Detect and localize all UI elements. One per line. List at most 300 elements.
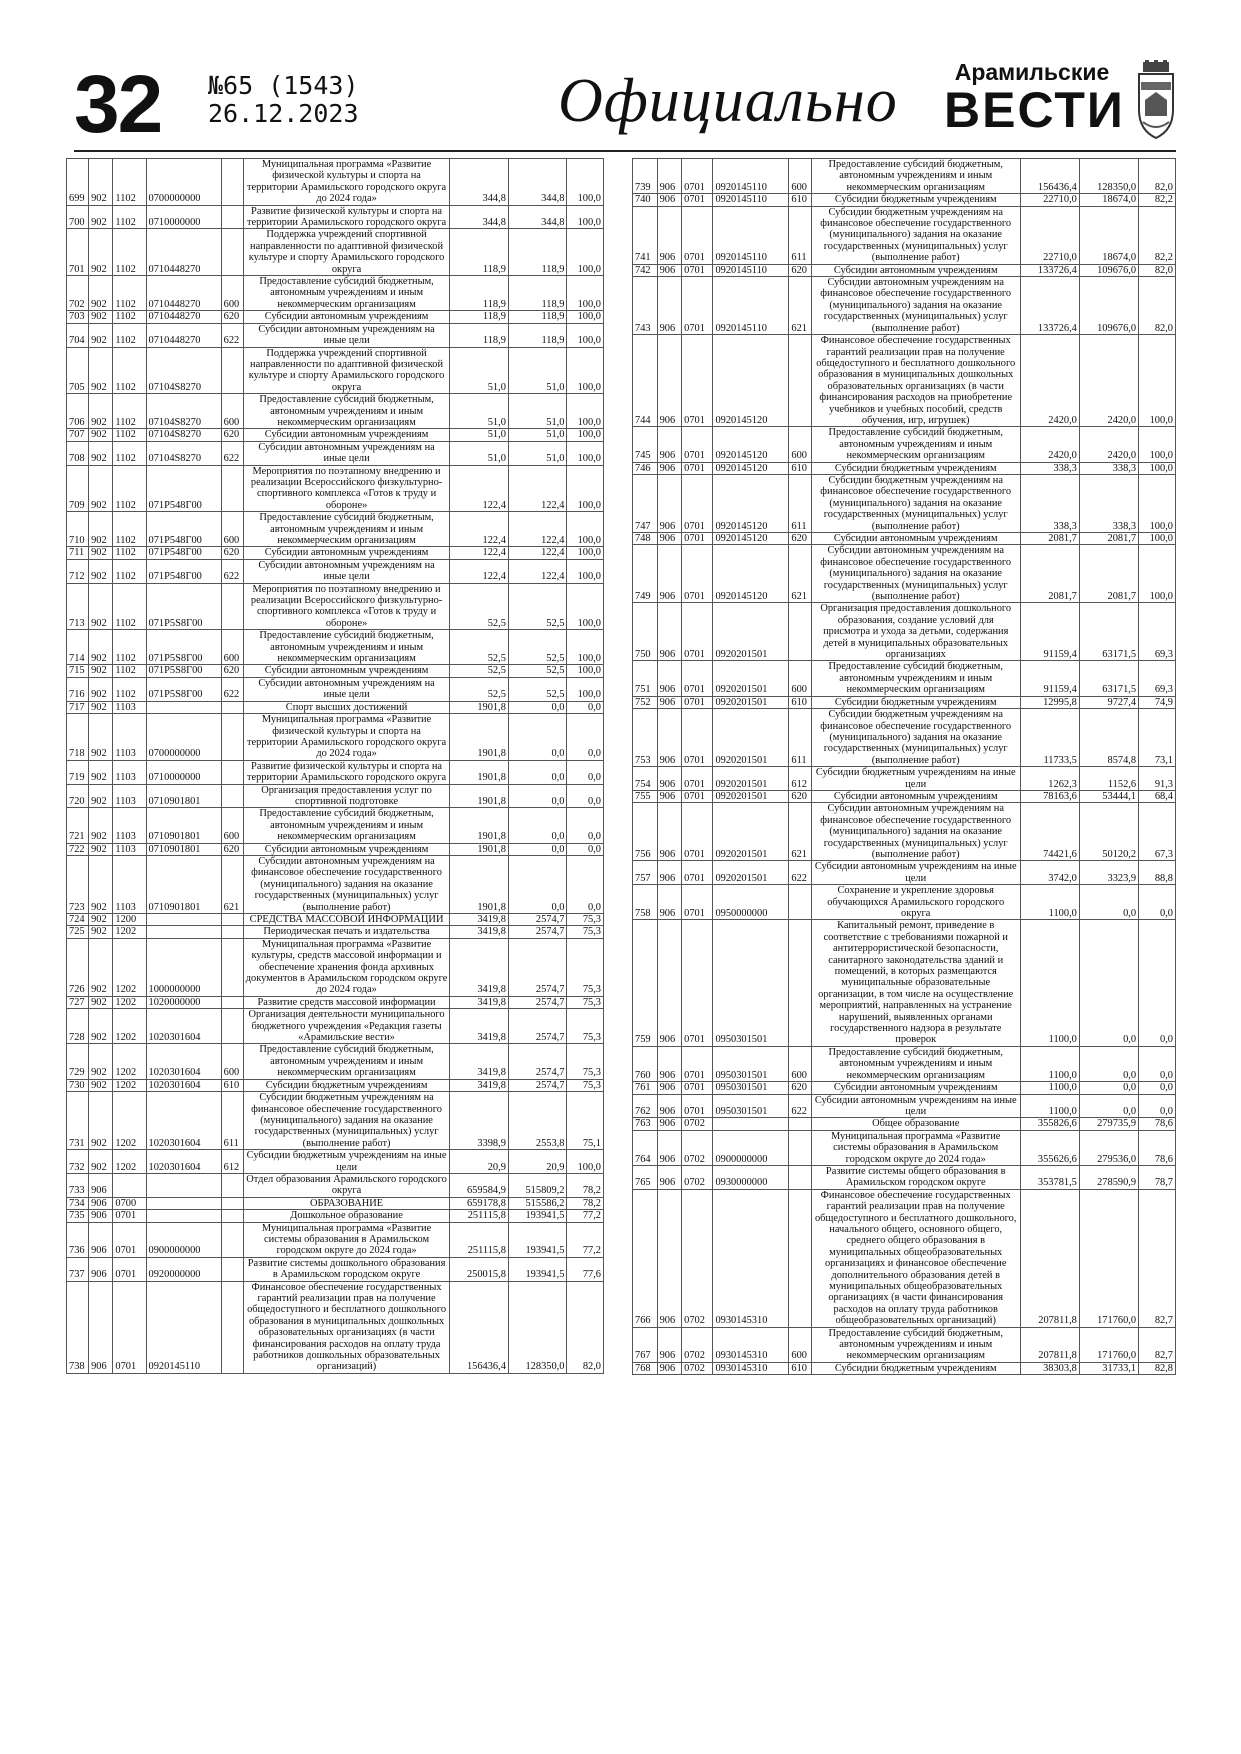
- executed-amount: 51,0: [508, 441, 567, 465]
- row-number: 759: [633, 920, 658, 1046]
- planned-amount: 122,4: [450, 547, 509, 559]
- executed-amount: 118,9: [508, 323, 567, 347]
- executed-amount: 51,0: [508, 429, 567, 441]
- expense-type: [221, 701, 243, 713]
- item-name: Предоставление субсидий бюджетным, автономным учреждениям и иным некоммерческим организациям: [811, 1327, 1020, 1362]
- target-article: 0920201501: [713, 803, 789, 861]
- section-code: 1202: [113, 1044, 146, 1079]
- row-number: 709: [67, 465, 89, 512]
- executed-amount: 0,0: [508, 855, 567, 913]
- row-number: 744: [633, 335, 658, 427]
- table-row: [633, 1165, 1176, 1189]
- planned-amount: 344,8: [450, 159, 509, 206]
- table-row: [67, 311, 604, 323]
- executed-amount: 279735,9: [1079, 1118, 1138, 1130]
- row-number: 747: [633, 474, 658, 532]
- budget-table-left: [66, 158, 604, 1374]
- execution-percent: 100,0: [567, 559, 604, 583]
- expense-type: [221, 205, 243, 229]
- execution-percent: 82,0: [1139, 277, 1176, 335]
- expense-type: [221, 229, 243, 276]
- target-article: 1020301604: [146, 1044, 221, 1079]
- department-code: 906: [657, 696, 682, 708]
- section-code: 1102: [113, 441, 146, 465]
- target-article: 0920201501: [713, 709, 789, 767]
- executed-amount: 52,5: [508, 630, 567, 665]
- section-code: 0701: [113, 1281, 146, 1373]
- expense-type: 600: [789, 1046, 811, 1081]
- section-code: 1102: [113, 559, 146, 583]
- department-code: 902: [89, 323, 113, 347]
- target-article: 0710448270: [146, 229, 221, 276]
- item-name: Предоставление субсидий бюджетным, автономным учреждениям и иным некоммерческим организациям: [243, 394, 450, 429]
- item-name: Субсидии автономным учреждениям: [243, 665, 450, 677]
- execution-percent: 100,0: [1139, 545, 1176, 603]
- target-article: 0710448270: [146, 276, 221, 311]
- executed-amount: 51,0: [508, 394, 567, 429]
- executed-amount: 2553,8: [508, 1092, 567, 1150]
- planned-amount: 3419,8: [450, 914, 509, 926]
- section-code: 0701: [682, 545, 713, 603]
- logo-top-text: Арамильские: [954, 59, 1110, 85]
- table-row: [67, 808, 604, 843]
- table-row: [633, 194, 1176, 206]
- item-name: Сохранение и укрепление здоровья обучающихся Арамильского городского округа: [811, 885, 1020, 920]
- row-number: 760: [633, 1046, 658, 1081]
- planned-amount: 3419,8: [450, 938, 509, 996]
- item-name: Предоставление субсидий бюджетным, автономным учреждениям и иным некоммерческим организациям: [811, 427, 1020, 462]
- planned-amount: 353781,5: [1020, 1165, 1079, 1189]
- table-row: [67, 323, 604, 347]
- section-code: 0702: [682, 1130, 713, 1165]
- section-code: 1102: [113, 205, 146, 229]
- section-code: 1103: [113, 855, 146, 913]
- executed-amount: 0,0: [1079, 885, 1138, 920]
- item-name: Субсидии автономным учреждениям: [811, 790, 1020, 802]
- department-code: 906: [657, 1118, 682, 1130]
- executed-amount: 0,0: [1079, 1046, 1138, 1081]
- item-name: Организация предоставления дошкольного образования, создание условий для присмотра и ухода за детьми, содержания детей в муниципальных образовательных организациях: [811, 603, 1020, 661]
- execution-percent: 100,0: [567, 229, 604, 276]
- section-code: 1102: [113, 229, 146, 276]
- planned-amount: 122,4: [450, 465, 509, 512]
- planned-amount: 22710,0: [1020, 206, 1079, 264]
- section-code: 0701: [682, 861, 713, 885]
- expense-type: [221, 1197, 243, 1209]
- execution-percent: 75,3: [567, 1044, 604, 1079]
- planned-amount: 1262,3: [1020, 767, 1079, 791]
- expense-type: 600: [221, 808, 243, 843]
- department-code: 906: [657, 920, 682, 1046]
- row-number: 763: [633, 1118, 658, 1130]
- department-code: 906: [89, 1173, 113, 1197]
- execution-percent: 100,0: [1139, 533, 1176, 545]
- department-code: 902: [89, 465, 113, 512]
- table-row: [67, 1079, 604, 1091]
- section-code: 1202: [113, 938, 146, 996]
- section-code: 1103: [113, 808, 146, 843]
- row-number: 751: [633, 661, 658, 696]
- table-row: [67, 394, 604, 429]
- department-code: 906: [657, 206, 682, 264]
- target-article: 0920145120: [713, 462, 789, 474]
- item-name: Муниципальная программа «Развитие системы образования в Арамильском городском округе до 2024 года»: [243, 1222, 450, 1257]
- section-code: 1102: [113, 323, 146, 347]
- section-code: 1103: [113, 784, 146, 808]
- department-code: 906: [657, 1362, 682, 1374]
- execution-percent: 75,3: [567, 914, 604, 926]
- department-code: 906: [657, 1165, 682, 1189]
- execution-percent: 100,0: [1139, 335, 1176, 427]
- row-number: 708: [67, 441, 89, 465]
- planned-amount: 3419,8: [450, 1044, 509, 1079]
- item-name: Предоставление субсидий бюджетным, автономным учреждениям и иным некоммерческим организациям: [811, 1046, 1020, 1081]
- execution-percent: 75,3: [567, 926, 604, 938]
- executed-amount: 122,4: [508, 465, 567, 512]
- planned-amount: 3398,9: [450, 1092, 509, 1150]
- department-code: 906: [657, 861, 682, 885]
- item-name: Субсидии автономным учреждениям на финансовое обеспечение государственного (муниципального) задания на оказание государственных (муниципальных) услуг (выполнение работ): [811, 545, 1020, 603]
- item-name: Субсидии бюджетным учреждениям на финансовое обеспечение государственного (муниципального) задания на оказание государственных (муниципальных) услуг (выполнение работ): [811, 206, 1020, 264]
- execution-percent: 100,0: [1139, 427, 1176, 462]
- table-row: [67, 547, 604, 559]
- expense-type: 620: [789, 1082, 811, 1094]
- executed-amount: 50120,2: [1079, 803, 1138, 861]
- expense-type: 600: [789, 661, 811, 696]
- department-code: 902: [89, 512, 113, 547]
- planned-amount: 20,9: [450, 1150, 509, 1174]
- row-number: 740: [633, 194, 658, 206]
- section-code: 0701: [682, 709, 713, 767]
- expense-type: 622: [789, 1094, 811, 1118]
- item-name: Отдел образования Арамильского городского округа: [243, 1173, 450, 1197]
- planned-amount: 338,3: [1020, 474, 1079, 532]
- department-code: 906: [657, 462, 682, 474]
- item-name: Субсидии автономным учреждениям на финансовое обеспечение государственного (муниципального) задания на оказание государственных (муниципальных) услуг (выполнение работ): [811, 277, 1020, 335]
- item-name: Субсидии автономным учреждениям на иные цели: [243, 559, 450, 583]
- item-name: Общее образование: [811, 1118, 1020, 1130]
- expense-type: 600: [789, 427, 811, 462]
- department-code: 902: [89, 996, 113, 1008]
- target-article: 0920145110: [713, 159, 789, 194]
- expense-type: [221, 1222, 243, 1257]
- row-number: 713: [67, 583, 89, 630]
- table-row: [633, 474, 1176, 532]
- row-number: 719: [67, 760, 89, 784]
- item-name: Субсидии автономным учреждениям на финансовое обеспечение государственного (муниципального) задания на оказание государственных (муниципальных) услуг (выполнение работ): [243, 855, 450, 913]
- item-name: Субсидии бюджетным учреждениям на финансовое обеспечение государственного (муниципального) задания на оказание государственных (муниципальных) услуг (выполнение работ): [243, 1092, 450, 1150]
- execution-percent: 0,0: [1139, 920, 1176, 1046]
- header-rule: [74, 150, 1176, 152]
- row-number: 711: [67, 547, 89, 559]
- section-code: 0702: [682, 1362, 713, 1374]
- section-code: 0701: [682, 194, 713, 206]
- expense-type: 600: [789, 1327, 811, 1362]
- table-row: [67, 347, 604, 394]
- department-code: 902: [89, 843, 113, 855]
- row-number: 766: [633, 1189, 658, 1327]
- section-code: 1202: [113, 1009, 146, 1044]
- executed-amount: 344,8: [508, 159, 567, 206]
- execution-percent: 0,0: [567, 855, 604, 913]
- section-code: 1102: [113, 311, 146, 323]
- expense-type: [221, 347, 243, 394]
- section-code: 0701: [682, 661, 713, 696]
- department-code: 902: [89, 1009, 113, 1044]
- execution-percent: 100,0: [567, 205, 604, 229]
- execution-percent: 100,0: [567, 465, 604, 512]
- execution-percent: 100,0: [567, 547, 604, 559]
- table-row: [67, 1173, 604, 1197]
- department-code: 906: [657, 427, 682, 462]
- section-code: 1202: [113, 996, 146, 1008]
- planned-amount: 207811,8: [1020, 1189, 1079, 1327]
- department-code: 902: [89, 714, 113, 761]
- table-row: [67, 229, 604, 276]
- item-name: Субсидии автономным учреждениям: [811, 1082, 1020, 1094]
- item-name: Муниципальная программа «Развитие культуры, средств массовой информации и обеспечение хранения фонда архивных документов в Арамильском городском округе до 2024 года»: [243, 938, 450, 996]
- table-row: [633, 1118, 1176, 1130]
- department-code: 906: [657, 159, 682, 194]
- execution-percent: 82,0: [567, 1281, 604, 1373]
- table-row: [633, 920, 1176, 1046]
- execution-percent: 100,0: [567, 630, 604, 665]
- planned-amount: 1901,8: [450, 808, 509, 843]
- item-name: Предоставление субсидий бюджетным, автономным учреждениям и иным некоммерческим организациям: [243, 276, 450, 311]
- planned-amount: 133726,4: [1020, 264, 1079, 276]
- execution-percent: 88,8: [1139, 861, 1176, 885]
- expense-type: 622: [221, 677, 243, 701]
- execution-percent: 0,0: [1139, 1082, 1176, 1094]
- planned-amount: 355826,6: [1020, 1118, 1079, 1130]
- row-number: 706: [67, 394, 89, 429]
- target-article: 0920145120: [713, 545, 789, 603]
- executed-amount: 344,8: [508, 205, 567, 229]
- section-code: 0700: [113, 1197, 146, 1209]
- execution-percent: 0,0: [1139, 1094, 1176, 1118]
- planned-amount: 338,3: [1020, 462, 1079, 474]
- item-name: Субсидии автономным учреждениям на иные цели: [811, 861, 1020, 885]
- section-code: 1102: [113, 665, 146, 677]
- executed-amount: 2574,7: [508, 914, 567, 926]
- planned-amount: 52,5: [450, 583, 509, 630]
- table-row: [67, 429, 604, 441]
- expense-type: 611: [221, 1092, 243, 1150]
- item-name: СРЕДСТВА МАССОВОЙ ИНФОРМАЦИИ: [243, 914, 450, 926]
- row-number: 716: [67, 677, 89, 701]
- planned-amount: 1100,0: [1020, 1046, 1079, 1081]
- table-row: [67, 843, 604, 855]
- target-article: 0920145120: [713, 533, 789, 545]
- item-name: Поддержка учреждений спортивной направленности по адаптивной физической культуре и спорту Арамильского городского округа: [243, 229, 450, 276]
- department-code: 902: [89, 677, 113, 701]
- expense-type: 620: [789, 264, 811, 276]
- expense-type: 611: [789, 474, 811, 532]
- expense-type: [221, 159, 243, 206]
- planned-amount: 1100,0: [1020, 1082, 1079, 1094]
- expense-type: [221, 1173, 243, 1197]
- execution-percent: 82,8: [1139, 1362, 1176, 1374]
- planned-amount: 1901,8: [450, 714, 509, 761]
- target-article: 071P5S8Г00: [146, 630, 221, 665]
- executed-amount: 2081,7: [1079, 545, 1138, 603]
- table-row: [67, 441, 604, 465]
- row-number: 748: [633, 533, 658, 545]
- expense-type: 612: [221, 1150, 243, 1174]
- execution-percent: 75,1: [567, 1092, 604, 1150]
- row-number: 741: [633, 206, 658, 264]
- target-article: [146, 1173, 221, 1197]
- section-code: 0701: [682, 885, 713, 920]
- target-article: 0950301501: [713, 1082, 789, 1094]
- expense-type: [789, 885, 811, 920]
- table-row: [67, 1044, 604, 1079]
- item-name: Финансовое обеспечение государственных гарантий реализации прав на получение общедоступного и бесплатного дошкольного, начального общего, основного общего, среднего общего образования в муниципальных общеобразовательных организациях и финансовое обеспечение дополнительного образования детей в муниципальных общеобразовательных организациях (в части финансирования расходов на оплату труда работников общеобразовательных организаций): [811, 1189, 1020, 1327]
- expense-type: 600: [221, 512, 243, 547]
- row-number: 723: [67, 855, 89, 913]
- executed-amount: 18674,0: [1079, 194, 1138, 206]
- table-row: [633, 206, 1176, 264]
- planned-amount: 91159,4: [1020, 661, 1079, 696]
- logo-main-text: ВЕСТИ: [944, 82, 1125, 138]
- row-number: 754: [633, 767, 658, 791]
- section-code: 0701: [682, 1046, 713, 1081]
- target-article: 071P548Г00: [146, 547, 221, 559]
- planned-amount: 1901,8: [450, 843, 509, 855]
- planned-amount: 659584,9: [450, 1173, 509, 1197]
- planned-amount: 344,8: [450, 205, 509, 229]
- row-number: 714: [67, 630, 89, 665]
- table-row: [67, 714, 604, 761]
- planned-amount: 3419,8: [450, 1079, 509, 1091]
- target-article: 0920145120: [713, 427, 789, 462]
- execution-percent: 0,0: [567, 701, 604, 713]
- section-code: 0701: [113, 1222, 146, 1257]
- table-row: [67, 1281, 604, 1373]
- row-number: 715: [67, 665, 89, 677]
- executed-amount: 52,5: [508, 583, 567, 630]
- department-code: 906: [657, 661, 682, 696]
- section-code: 0701: [682, 206, 713, 264]
- execution-percent: 100,0: [567, 512, 604, 547]
- executed-amount: 128350,0: [508, 1281, 567, 1373]
- item-name: Субсидии бюджетным учреждениям на финансовое обеспечение государственного (муниципального) задания на оказание государственных (муниципальных) услуг (выполнение работ): [811, 709, 1020, 767]
- target-article: 0920201501: [713, 767, 789, 791]
- planned-amount: 52,5: [450, 630, 509, 665]
- execution-percent: 78,7: [1139, 1165, 1176, 1189]
- item-name: Субсидии автономным учреждениям: [243, 311, 450, 323]
- expense-type: 621: [789, 545, 811, 603]
- section-title: Официально: [558, 67, 898, 135]
- page-number: 32: [74, 59, 162, 150]
- expense-type: [221, 714, 243, 761]
- section-code: [113, 1173, 146, 1197]
- planned-amount: 52,5: [450, 677, 509, 701]
- table-row: [633, 790, 1176, 802]
- item-name: Субсидии бюджетным учреждениям на иные цели: [243, 1150, 450, 1174]
- expense-type: [221, 1210, 243, 1222]
- executed-amount: 515809,2: [508, 1173, 567, 1197]
- row-number: 745: [633, 427, 658, 462]
- department-code: 906: [657, 474, 682, 532]
- expense-type: 620: [221, 429, 243, 441]
- expense-type: [221, 784, 243, 808]
- planned-amount: 51,0: [450, 441, 509, 465]
- item-name: ОБРАЗОВАНИЕ: [243, 1197, 450, 1209]
- item-name: Субсидии автономным учреждениям: [243, 547, 450, 559]
- executed-amount: 0,0: [508, 701, 567, 713]
- table-row: [633, 277, 1176, 335]
- section-code: 1202: [113, 1150, 146, 1174]
- item-name: Организация деятельности муниципального бюджетного учреждения «Редакция газеты «Арамильские вести»: [243, 1009, 450, 1044]
- execution-percent: 73,1: [1139, 709, 1176, 767]
- target-article: 1020301604: [146, 1150, 221, 1174]
- executed-amount: 122,4: [508, 512, 567, 547]
- expense-type: [221, 926, 243, 938]
- expense-type: 621: [789, 277, 811, 335]
- planned-amount: 2081,7: [1020, 533, 1079, 545]
- table-row: [67, 1257, 604, 1281]
- section-code: 1102: [113, 347, 146, 394]
- expense-type: 600: [221, 276, 243, 311]
- planned-amount: 1901,8: [450, 701, 509, 713]
- executed-amount: 0,0: [1079, 920, 1138, 1046]
- executed-amount: 118,9: [508, 229, 567, 276]
- planned-amount: 2420,0: [1020, 335, 1079, 427]
- expense-type: 622: [221, 323, 243, 347]
- execution-percent: 100,0: [567, 583, 604, 630]
- execution-percent: 82,0: [1139, 159, 1176, 194]
- planned-amount: 250015,8: [450, 1257, 509, 1281]
- section-code: 0701: [682, 1082, 713, 1094]
- row-number: 707: [67, 429, 89, 441]
- item-name: Субсидии автономным учреждениям на иные цели: [243, 441, 450, 465]
- executed-amount: 0,0: [1079, 1094, 1138, 1118]
- section-code: 0701: [682, 1094, 713, 1118]
- item-name: Предоставление субсидий бюджетным, автономным учреждениям и иным некоммерческим организациям: [243, 808, 450, 843]
- executed-amount: 51,0: [508, 347, 567, 394]
- execution-percent: 68,4: [1139, 790, 1176, 802]
- executed-amount: 2420,0: [1079, 335, 1138, 427]
- table-row: [633, 767, 1176, 791]
- target-article: [713, 1118, 789, 1130]
- executed-amount: 128350,0: [1079, 159, 1138, 194]
- item-name: Поддержка учреждений спортивной направленности по адаптивной физической культуре и спорту Арамильского городского округа: [243, 347, 450, 394]
- row-number: 752: [633, 696, 658, 708]
- section-code: 0701: [682, 603, 713, 661]
- item-name: Муниципальная программа «Развитие физической культуры и спорта на территории Арамильского городского округа до 2024 года»: [243, 159, 450, 206]
- execution-percent: 100,0: [567, 441, 604, 465]
- table-row: [67, 855, 604, 913]
- target-article: 1020301604: [146, 1092, 221, 1150]
- masthead: [74, 60, 1176, 150]
- planned-amount: 118,9: [450, 229, 509, 276]
- department-code: 902: [89, 583, 113, 630]
- expense-type: [789, 1130, 811, 1165]
- executed-amount: 193941,5: [508, 1222, 567, 1257]
- planned-amount: 74421,6: [1020, 803, 1079, 861]
- planned-amount: 78163,6: [1020, 790, 1079, 802]
- planned-amount: 133726,4: [1020, 277, 1079, 335]
- department-code: 906: [657, 767, 682, 791]
- target-article: 0700000000: [146, 714, 221, 761]
- execution-percent: 78,2: [567, 1173, 604, 1197]
- table-row: [633, 803, 1176, 861]
- section-code: 1102: [113, 159, 146, 206]
- department-code: 902: [89, 429, 113, 441]
- section-code: 0701: [113, 1210, 146, 1222]
- target-article: 071P5S8Г00: [146, 665, 221, 677]
